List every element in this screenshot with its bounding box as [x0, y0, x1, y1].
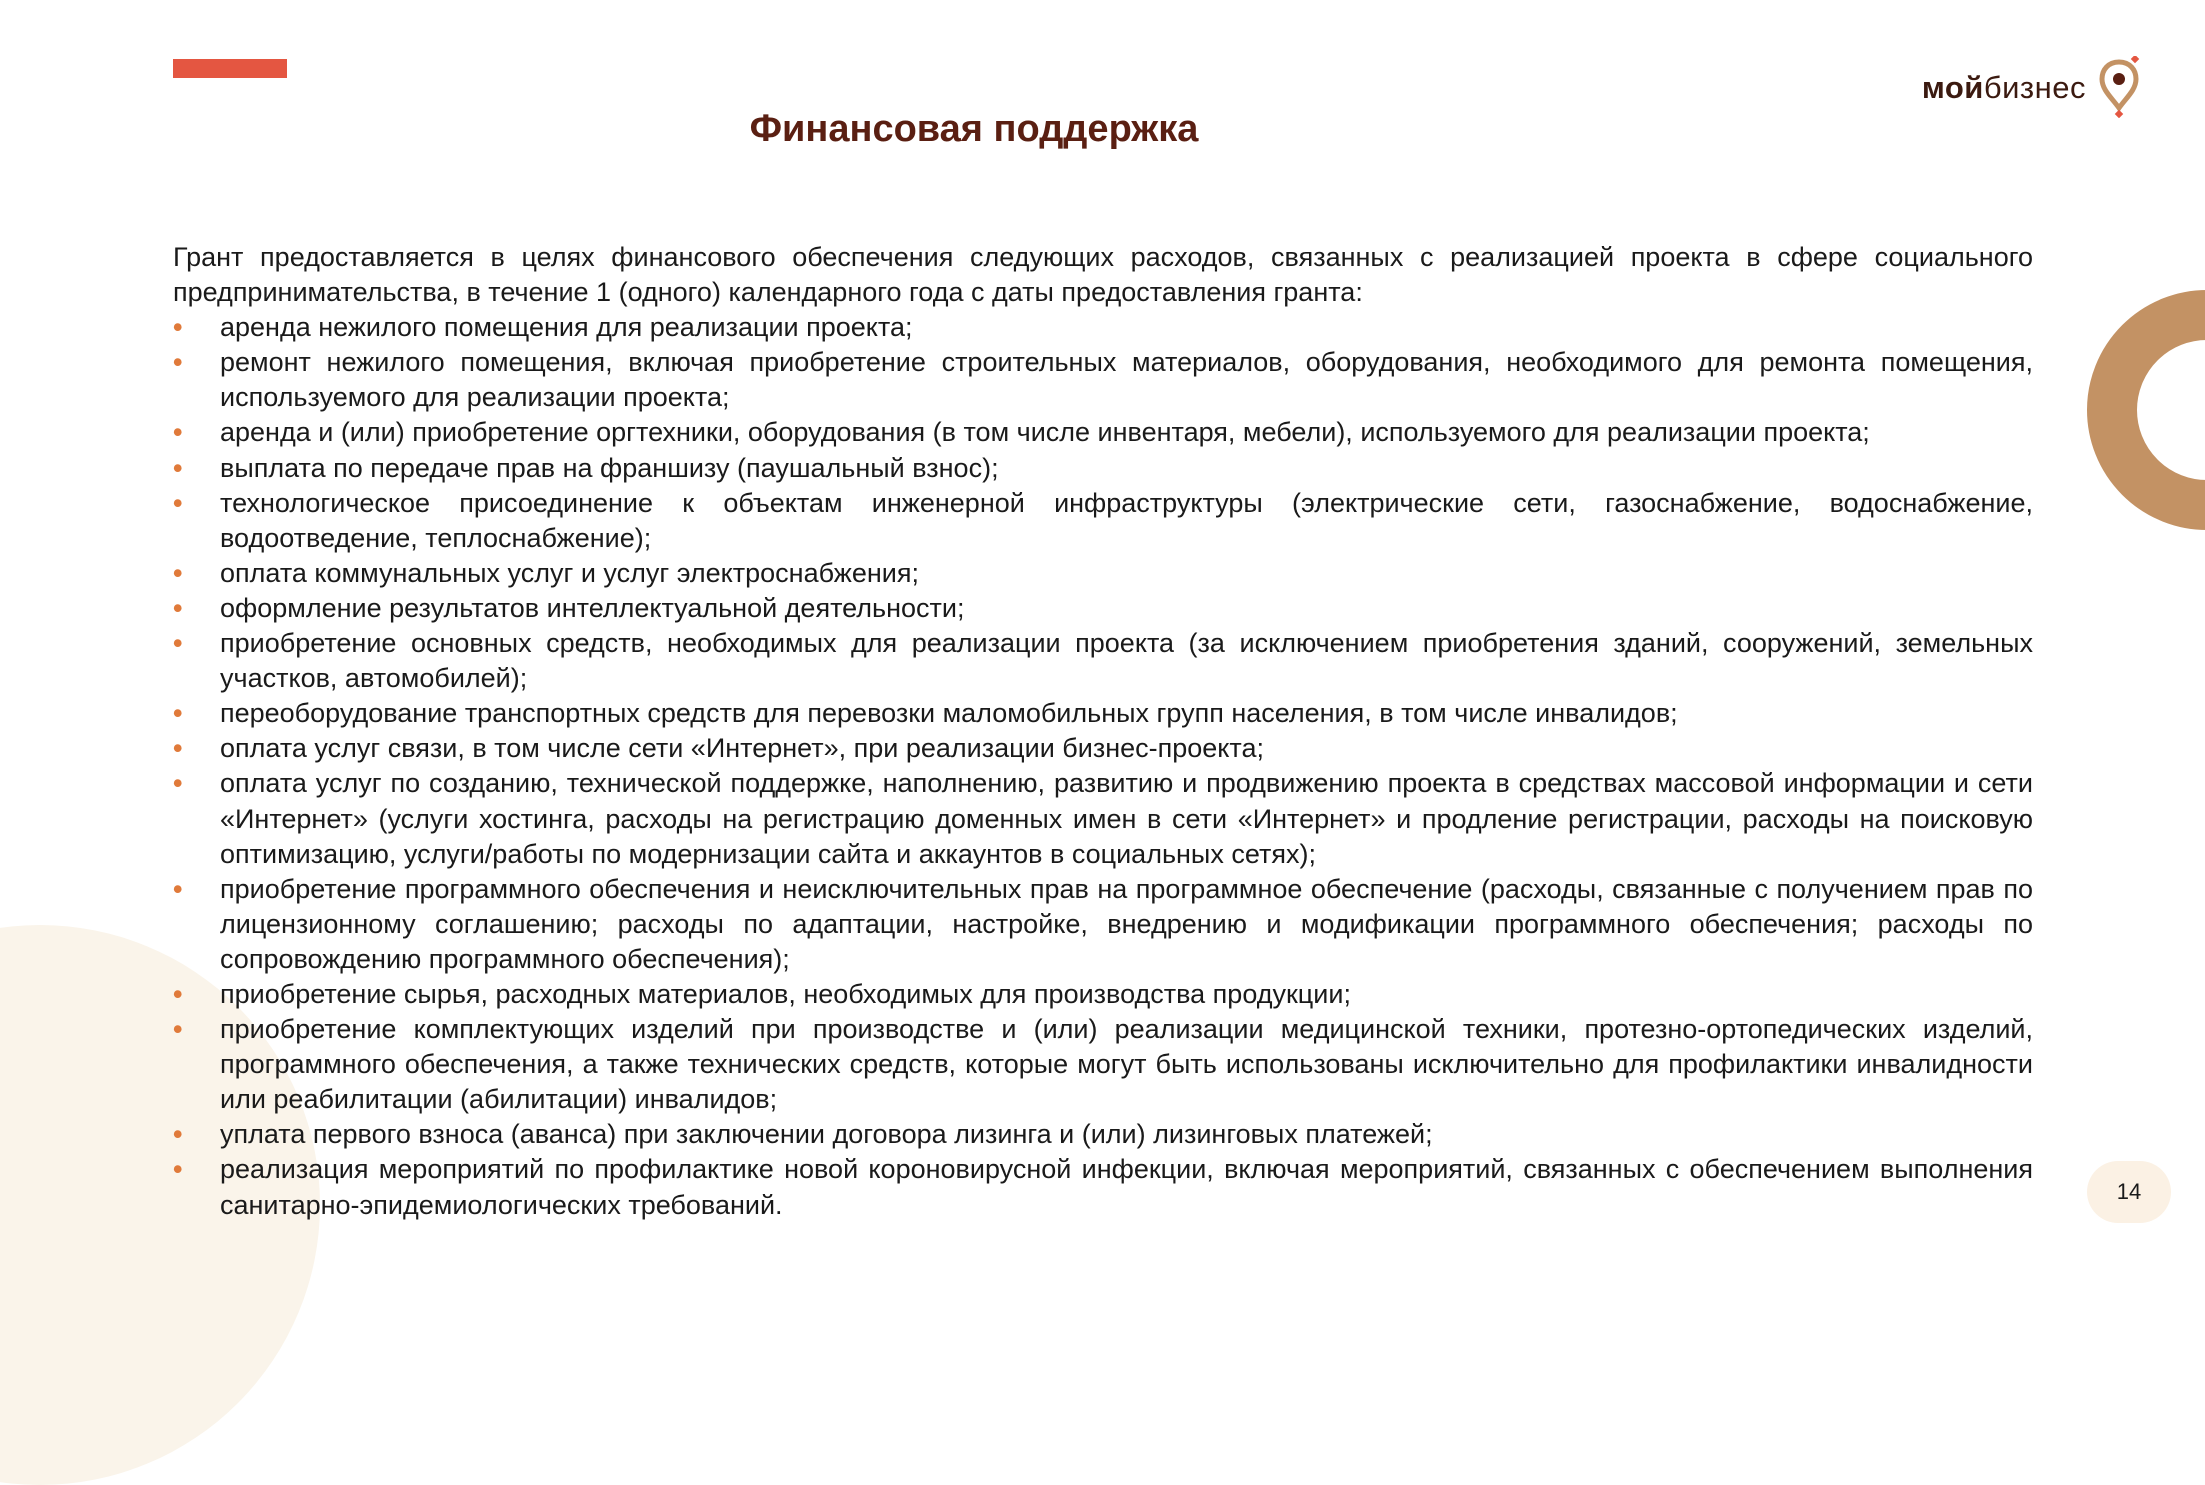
- list-item: [173, 415, 2033, 450]
- list-item-text: приобретение комплектующих изделий при производстве и (или) реализации медицинской техники, протезно-ортопедических изделий, программного обеспечения, а также технических средств, которые могут быть использованы исключительно для профилактики инвалидности или реабилитации (абилитации) инвалидов;: [220, 1014, 2033, 1115]
- accent-bar-shape: [173, 59, 287, 78]
- list-item: [173, 766, 2033, 871]
- bullet-marker: •: [173, 347, 183, 378]
- logo-text-bold: мой: [1921, 69, 1984, 105]
- list-item: [173, 310, 2033, 345]
- pin-center: [2113, 73, 2125, 85]
- slide-title: Финансовая поддержка: [749, 108, 1199, 150]
- page-number: 14: [2116, 1179, 2142, 1204]
- tan-ring-shape: [2112, 315, 2205, 505]
- brand-logo: [1922, 56, 2140, 118]
- list-item-text: выплата по передаче прав на франшизу (паушальный взнос);: [220, 452, 999, 483]
- bullet-marker: •: [173, 873, 183, 904]
- bullet-marker: •: [173, 733, 183, 764]
- list-item: [173, 696, 2033, 731]
- list-item-text: приобретение программного обеспечения и неисключительных прав на программное обеспечение (расходы, связанные с получением прав по лицензионному соглашению; расходы по адаптации, настройке, внедрению и модификации программного обеспечения; расходы по сопровождению программного обеспечения);: [220, 873, 2033, 974]
- bullet-marker: •: [173, 1154, 183, 1185]
- list-item-text: реализация мероприятий по профилактике новой короновирусной инфекции, включая мероприятий, связанных с обеспечением выполнения санитарно-эпидемиологических требований.: [220, 1154, 2033, 1220]
- bullet-marker: •: [173, 698, 183, 729]
- list-item: [173, 977, 2033, 1012]
- list-item-text: приобретение основных средств, необходимых для реализации проекта (за исключением приобретения зданий, сооружений, земельных участков, автомобилей);: [220, 628, 2033, 694]
- bullet-marker: •: [173, 417, 183, 448]
- list-item-text: переоборудование транспортных средств для перевозки маломобильных групп населения, в том числе инвалидов;: [220, 698, 1678, 729]
- list-item-text: оплата услуг связи, в том числе сети «Интернет», при реализации бизнес-проекта;: [220, 733, 1264, 764]
- list-item-text: приобретение сырья, расходных материалов, необходимых для производства продукции;: [220, 978, 1351, 1009]
- location-pin-icon: [2098, 56, 2140, 118]
- list-item: [173, 556, 2033, 591]
- list-item: [173, 486, 2033, 556]
- logo-text-regular: бизнес: [1983, 69, 2086, 105]
- slide-content: [173, 240, 2033, 1223]
- list-item: [173, 591, 2033, 626]
- list-item: [173, 451, 2033, 486]
- list-item: [173, 731, 2033, 766]
- list-item: [173, 1152, 2033, 1222]
- list-item-text: оплата услуг по созданию, технической поддержке, наполнению, развитию и продвижению проекта в средствах массовой информации и сети «Интернет» (услуги хостинга, расходы на регистрацию доменных имен в сети «Интернет» и продление регистрации, расходы на поисковую оптимизацию, услуги/работы по модернизации сайта и аккаунтов в социальных сетях);: [220, 768, 2033, 869]
- list-item-text: технологическое присоединение к объектам инженерной инфраструктуры (электрические сети, газоснабжение, водоснабжение, водоотведение, теплоснабжение);: [220, 487, 2033, 553]
- page-number-badge: [2087, 1161, 2171, 1223]
- pin-spark: [2131, 56, 2139, 63]
- list-item: [173, 345, 2033, 415]
- bullet-marker: •: [173, 557, 183, 588]
- intro-paragraph: Грант предоставляется в целях финансового обеспечения следующих расходов, связанных с реализацией проекта в сфере социального предпринимательства, в течение 1 (одного) календарного года с даты предоставления гранта:: [173, 242, 2033, 308]
- list-item: [173, 872, 2033, 977]
- list-item: [173, 1012, 2033, 1117]
- bullet-marker: •: [173, 312, 183, 343]
- bullet-marker: •: [173, 628, 183, 659]
- bullet-marker: •: [173, 768, 183, 799]
- list-item-text: аренда нежилого помещения для реализации проекта;: [220, 312, 913, 343]
- bullet-marker: •: [173, 1119, 183, 1150]
- bullet-marker: •: [173, 592, 183, 623]
- list-item-text: уплата первого взноса (аванса) при заключении договора лизинга и (или) лизинговых платежей;: [220, 1119, 1433, 1150]
- list-item-text: ремонт нежилого помещения, включая приобретение строительных материалов, оборудования, необходимого для ремонта помещения, используемого для реализации проекта;: [220, 347, 2033, 413]
- bullet-marker: •: [173, 452, 183, 483]
- pin-base: [2115, 110, 2123, 118]
- bullet-marker: •: [173, 487, 183, 518]
- list-item-text: оформление результатов интеллектуальной деятельности;: [220, 592, 965, 623]
- bullet-marker: •: [173, 978, 183, 1009]
- list-item-text: оплата коммунальных услуг и услуг электроснабжения;: [220, 557, 919, 588]
- list-item: [173, 626, 2033, 696]
- decorative-tan-ring: [2087, 290, 2205, 530]
- bullet-marker: •: [173, 1014, 183, 1045]
- expense-list: [173, 310, 2033, 1222]
- accent-bar: [173, 59, 287, 78]
- list-item: [173, 1117, 2033, 1152]
- list-item-text: аренда и (или) приобретение оргтехники, оборудования (в том числе инвентаря, мебели), используемого для реализации проекта;: [220, 417, 1870, 448]
